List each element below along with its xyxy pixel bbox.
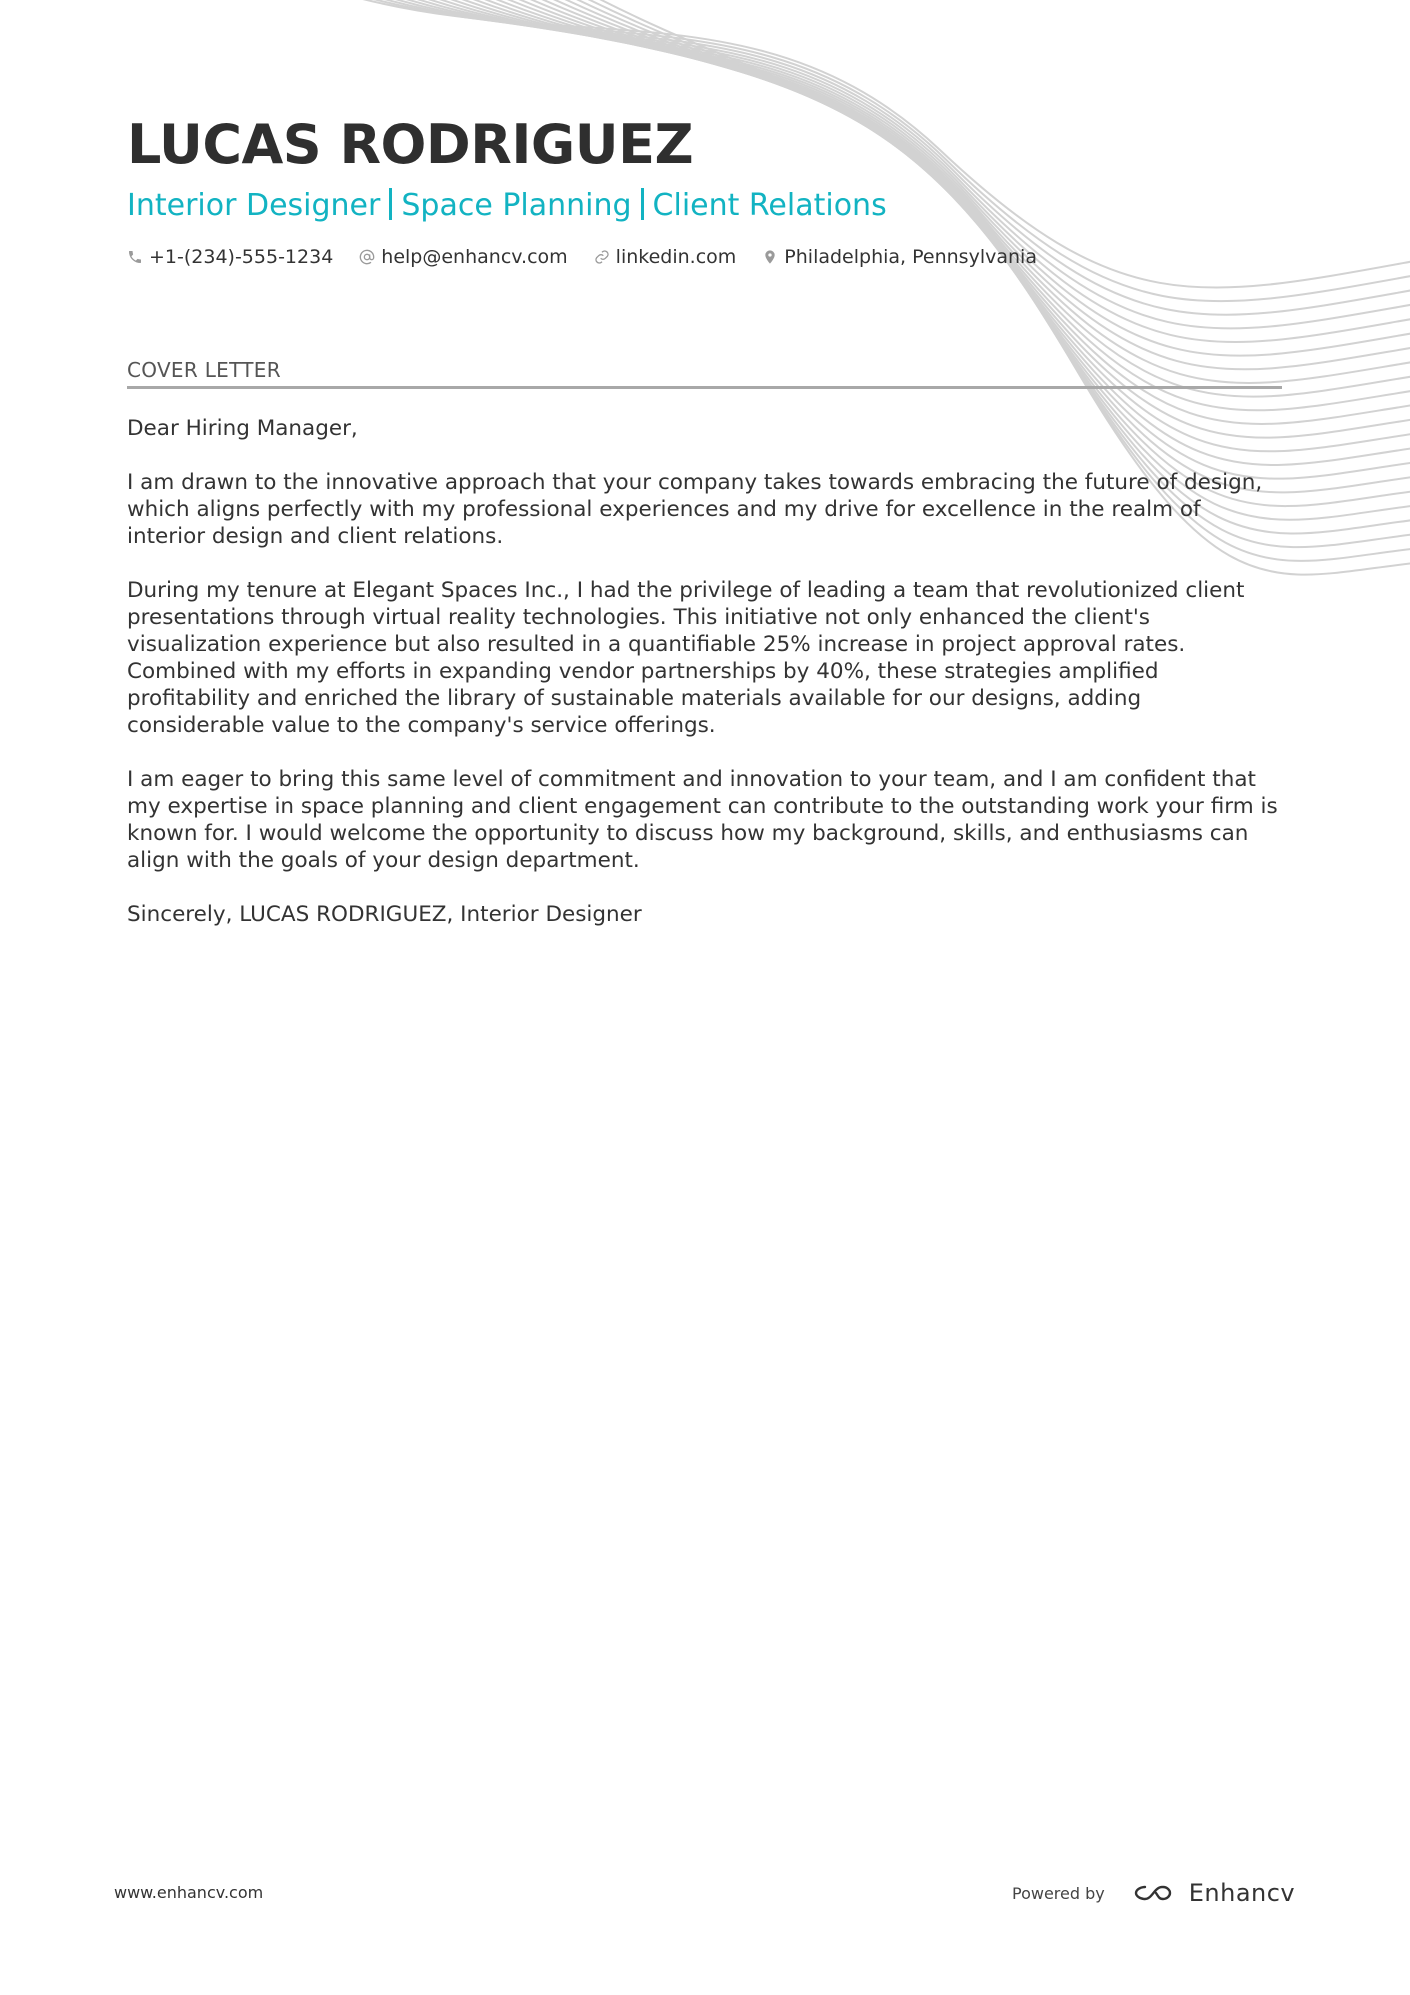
letter-body xyxy=(127,415,1282,928)
headline-separator xyxy=(641,188,644,220)
phone-icon xyxy=(127,249,143,265)
location-text: Philadelphia, Pennsylvania xyxy=(784,246,1037,268)
headline-separator xyxy=(389,188,392,220)
contact-phone xyxy=(127,246,333,268)
letter-closing: Sincerely, LUCAS RODRIGUEZ, Interior Designer xyxy=(127,902,642,927)
contact-email[interactable] xyxy=(359,246,567,268)
brand-logo[interactable] xyxy=(1131,1879,1295,1907)
at-icon xyxy=(359,249,375,265)
letter-paragraph: I am eager to bring this same level of commitment and innovation to your team, and I am confident that my expertise in space planning and client engagement can contribute to the outstanding work your firm is known for. I would welcome the opportunity to discuss how my background, skills, and enthusiasms can align with the goals of your design department. xyxy=(127,767,1278,873)
section-title: COVER LETTER xyxy=(127,357,1282,389)
resume-header xyxy=(127,108,1282,268)
contact-link[interactable] xyxy=(594,246,737,268)
brand-name: Enhancv xyxy=(1188,1879,1296,1907)
contact-location xyxy=(762,246,1037,268)
headline-skill-1: Space Planning xyxy=(401,188,632,223)
headline xyxy=(127,186,1282,226)
letter-paragraph: During my tenure at Elegant Spaces Inc., I had the privilege of leading a team that revolutionized client presentations through virtual reality technologies. This initiative not only enhanced the client's visualization experience but also resulted in a quantifiable 25% increase in project approval rates. Combined with my efforts in expanding vendor partnerships by 40%, these strategies amplified profitability and enriched the library of sustainable materials available for our designs, adding considerable value to the company's service offerings. xyxy=(127,578,1245,738)
email-address[interactable]: help@enhancv.com xyxy=(381,246,568,268)
powered-by xyxy=(1012,1879,1295,1907)
powered-by-label: Powered by xyxy=(1012,1883,1105,1903)
link-icon xyxy=(594,249,610,265)
footer-website[interactable]: www.enhancv.com xyxy=(114,1883,264,1902)
profile-link[interactable]: linkedin.com xyxy=(615,246,737,268)
phone-number: +1-(234)-555-1234 xyxy=(149,246,334,268)
letter-paragraph: I am drawn to the innovative approach that your company takes towards embracing the future of design, which aligns perfectly with my professional experiences and my drive for excellence in the realm of interior design and client relations. xyxy=(127,470,1263,549)
candidate-name: LUCAS RODRIGUEZ xyxy=(127,113,694,176)
letter-greeting: Dear Hiring Manager, xyxy=(127,416,358,441)
headline-skill-2: Client Relations xyxy=(652,188,887,223)
cover-letter-section xyxy=(127,357,1282,955)
map-pin-icon xyxy=(762,248,778,266)
headline-role: Interior Designer xyxy=(127,188,381,223)
contact-list xyxy=(127,246,1282,268)
enhancv-logo-icon xyxy=(1131,1881,1177,1905)
